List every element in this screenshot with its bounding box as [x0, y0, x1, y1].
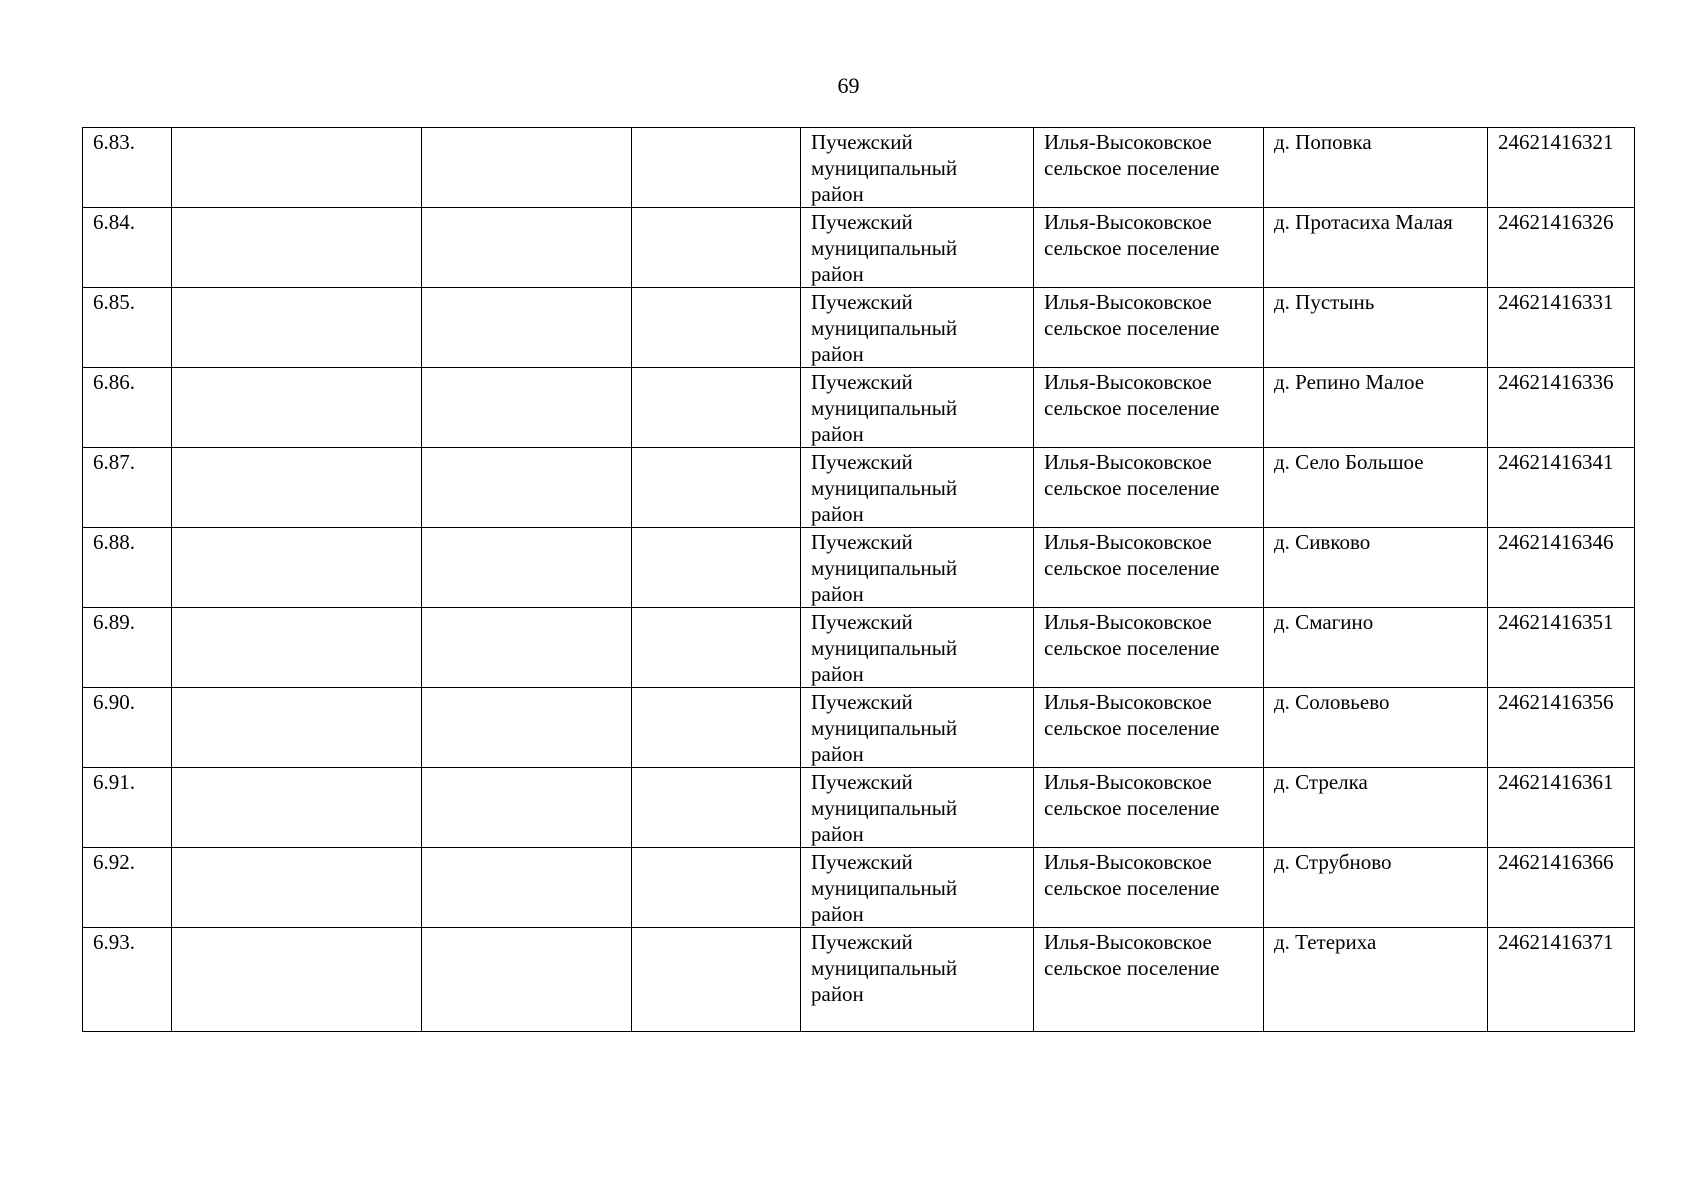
settlement-cell	[1034, 848, 1264, 928]
district-line: Пучежский	[811, 850, 913, 874]
settlement-cell	[1034, 528, 1264, 608]
empty-cell	[172, 608, 422, 688]
district-line: Пучежский	[811, 450, 913, 474]
oktmo-code-cell: 24621416346	[1488, 528, 1635, 608]
row-number-cell: 6.87.	[83, 448, 172, 528]
empty-cell	[632, 768, 801, 848]
district-line: муниципальный	[811, 876, 958, 900]
row-number-cell: 6.92.	[83, 848, 172, 928]
district-line: район	[811, 982, 864, 1006]
empty-cell	[632, 128, 801, 208]
table-row	[83, 608, 1635, 688]
locality-cell: д. Село Большое	[1264, 448, 1488, 528]
table-body	[83, 128, 1635, 1032]
empty-cell	[422, 448, 632, 528]
table-row	[83, 128, 1635, 208]
oktmo-code-cell: 24621416341	[1488, 448, 1635, 528]
district-cell	[801, 768, 1034, 848]
settlement-line: Илья-Высоковское	[1044, 610, 1212, 634]
oktmo-code-cell: 24621416356	[1488, 688, 1635, 768]
settlement-line: Илья-Высоковское	[1044, 690, 1212, 714]
district-cell	[801, 448, 1034, 528]
district-cell	[801, 848, 1034, 928]
district-line: район	[811, 182, 864, 206]
empty-cell	[632, 288, 801, 368]
settlement-cell	[1034, 448, 1264, 528]
empty-cell	[422, 528, 632, 608]
settlement-line: сельское поселение	[1044, 636, 1220, 660]
settlement-cell	[1034, 368, 1264, 448]
district-line: муниципальный	[811, 316, 958, 340]
empty-cell	[172, 288, 422, 368]
settlement-cell	[1034, 288, 1264, 368]
district-line: район	[811, 342, 864, 366]
empty-cell	[172, 128, 422, 208]
settlement-line: Илья-Высоковское	[1044, 930, 1212, 954]
settlement-line: сельское поселение	[1044, 476, 1220, 500]
settlement-line: Илья-Высоковское	[1044, 130, 1212, 154]
locality-cell: д. Поповка	[1264, 128, 1488, 208]
empty-cell	[422, 928, 632, 1032]
district-line: Пучежский	[811, 290, 913, 314]
district-cell	[801, 608, 1034, 688]
table-row	[83, 528, 1635, 608]
table-row	[83, 288, 1635, 368]
table-row	[83, 448, 1635, 528]
district-line: муниципальный	[811, 476, 958, 500]
settlement-cell	[1034, 208, 1264, 288]
district-line: район	[811, 582, 864, 606]
oktmo-code-cell: 24621416371	[1488, 928, 1635, 1032]
settlement-line: сельское поселение	[1044, 316, 1220, 340]
table-row	[83, 768, 1635, 848]
district-line: район	[811, 262, 864, 286]
settlement-line: сельское поселение	[1044, 796, 1220, 820]
district-line: муниципальный	[811, 236, 958, 260]
table-row	[83, 848, 1635, 928]
district-line: район	[811, 822, 864, 846]
locality-cell: д. Соловьево	[1264, 688, 1488, 768]
empty-cell	[422, 208, 632, 288]
district-cell	[801, 288, 1034, 368]
empty-cell	[422, 688, 632, 768]
district-cell	[801, 688, 1034, 768]
locality-cell: д. Струбново	[1264, 848, 1488, 928]
district-line: Пучежский	[811, 530, 913, 554]
locality-cell: д. Пустынь	[1264, 288, 1488, 368]
district-line: муниципальный	[811, 716, 958, 740]
row-number-cell: 6.84.	[83, 208, 172, 288]
settlement-line: Илья-Высоковское	[1044, 210, 1212, 234]
empty-cell	[632, 928, 801, 1032]
settlement-line: сельское поселение	[1044, 396, 1220, 420]
locality-cell: д. Тетериха	[1264, 928, 1488, 1032]
empty-cell	[422, 768, 632, 848]
empty-cell	[172, 928, 422, 1032]
empty-cell	[172, 768, 422, 848]
locality-cell: д. Смагино	[1264, 608, 1488, 688]
settlement-line: сельское поселение	[1044, 556, 1220, 580]
district-cell	[801, 368, 1034, 448]
settlement-line: сельское поселение	[1044, 716, 1220, 740]
district-cell	[801, 128, 1034, 208]
district-cell	[801, 208, 1034, 288]
locality-cell: д. Репино Малое	[1264, 368, 1488, 448]
row-number-cell: 6.88.	[83, 528, 172, 608]
oktmo-code-cell: 24621416331	[1488, 288, 1635, 368]
settlement-line: сельское поселение	[1044, 956, 1220, 980]
district-line: район	[811, 422, 864, 446]
district-line: Пучежский	[811, 690, 913, 714]
district-line: муниципальный	[811, 956, 958, 980]
row-number-cell: 6.91.	[83, 768, 172, 848]
oktmo-code-cell: 24621416351	[1488, 608, 1635, 688]
empty-cell	[172, 848, 422, 928]
row-number-cell: 6.90.	[83, 688, 172, 768]
empty-cell	[422, 288, 632, 368]
oktmo-code-cell: 24621416326	[1488, 208, 1635, 288]
table-row	[83, 208, 1635, 288]
district-line: муниципальный	[811, 396, 958, 420]
settlement-cell	[1034, 768, 1264, 848]
row-number-cell: 6.83.	[83, 128, 172, 208]
settlement-cell	[1034, 608, 1264, 688]
district-line: муниципальный	[811, 556, 958, 580]
settlement-cell	[1034, 928, 1264, 1032]
empty-cell	[632, 608, 801, 688]
settlement-line: сельское поселение	[1044, 876, 1220, 900]
settlement-cell	[1034, 688, 1264, 768]
district-line: муниципальный	[811, 636, 958, 660]
district-line: район	[811, 742, 864, 766]
oktmo-code-cell: 24621416321	[1488, 128, 1635, 208]
locality-cell: д. Протасиха Малая	[1264, 208, 1488, 288]
district-line: муниципальный	[811, 796, 958, 820]
locality-cell: д. Сивково	[1264, 528, 1488, 608]
settlement-line: Илья-Высоковское	[1044, 370, 1212, 394]
district-line: муниципальный	[811, 156, 958, 180]
empty-cell	[422, 128, 632, 208]
empty-cell	[632, 528, 801, 608]
empty-cell	[422, 368, 632, 448]
empty-cell	[422, 608, 632, 688]
empty-cell	[172, 448, 422, 528]
table-row	[83, 928, 1635, 1032]
table-row	[83, 688, 1635, 768]
empty-cell	[422, 848, 632, 928]
district-line: район	[811, 662, 864, 686]
district-line: Пучежский	[811, 610, 913, 634]
district-line: Пучежский	[811, 130, 913, 154]
empty-cell	[632, 848, 801, 928]
empty-cell	[632, 208, 801, 288]
page-number: 69	[837, 73, 860, 98]
district-line: Пучежский	[811, 370, 913, 394]
settlement-cell	[1034, 128, 1264, 208]
row-number-cell: 6.85.	[83, 288, 172, 368]
empty-cell	[172, 688, 422, 768]
empty-cell	[632, 368, 801, 448]
empty-cell	[172, 528, 422, 608]
oktmo-code-cell: 24621416366	[1488, 848, 1635, 928]
locality-cell: д. Стрелка	[1264, 768, 1488, 848]
district-line: район	[811, 502, 864, 526]
district-line: Пучежский	[811, 210, 913, 234]
settlement-line: Илья-Высоковское	[1044, 450, 1212, 474]
settlement-line: сельское поселение	[1044, 236, 1220, 260]
oktmo-code-cell: 24621416336	[1488, 368, 1635, 448]
row-number-cell: 6.86.	[83, 368, 172, 448]
oktmo-code-cell: 24621416361	[1488, 768, 1635, 848]
row-number-cell: 6.93.	[83, 928, 172, 1032]
district-line: Пучежский	[811, 930, 913, 954]
district-cell	[801, 528, 1034, 608]
empty-cell	[632, 688, 801, 768]
empty-cell	[172, 368, 422, 448]
empty-cell	[172, 208, 422, 288]
settlement-line: Илья-Высоковское	[1044, 850, 1212, 874]
settlement-line: Илья-Высоковское	[1044, 770, 1212, 794]
row-number-cell: 6.89.	[83, 608, 172, 688]
empty-cell	[632, 448, 801, 528]
settlement-line: Илья-Высоковское	[1044, 530, 1212, 554]
district-line: Пучежский	[811, 770, 913, 794]
district-cell	[801, 928, 1034, 1032]
settlement-line: сельское поселение	[1044, 156, 1220, 180]
table-row	[83, 368, 1635, 448]
district-line: район	[811, 902, 864, 926]
settlement-line: Илья-Высоковское	[1044, 290, 1212, 314]
settlements-table	[82, 127, 1635, 1032]
